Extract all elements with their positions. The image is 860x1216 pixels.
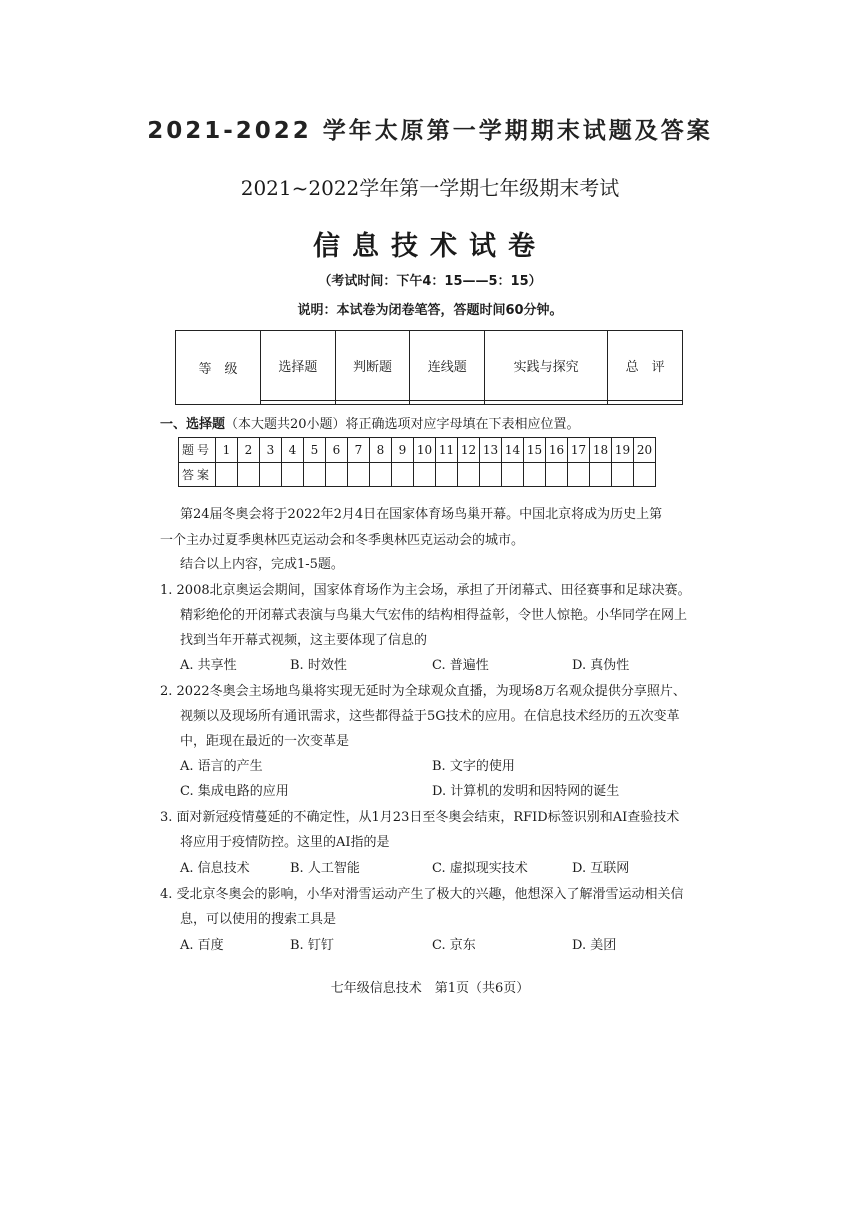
answer-grid-number-cell: 3 bbox=[260, 438, 282, 463]
answer-grid-number-cell: 1 bbox=[216, 438, 238, 463]
answer-grid-number-cell: 18 bbox=[590, 438, 612, 463]
answer-grid-number-cell: 17 bbox=[568, 438, 590, 463]
score-cell-match[interactable] bbox=[410, 401, 485, 405]
score-row-label: 等 级 bbox=[176, 331, 261, 405]
answer-grid-number-cell: 8 bbox=[370, 438, 392, 463]
score-cell-total[interactable] bbox=[608, 401, 683, 405]
q2-option-a: A. 语言的产生 bbox=[180, 759, 263, 774]
score-cell-choice[interactable] bbox=[261, 401, 336, 405]
q4-option-c: C. 京东 bbox=[432, 938, 476, 953]
q1-option-a: A. 共享性 bbox=[180, 658, 237, 673]
answer-grid-answer-cell[interactable] bbox=[590, 462, 612, 487]
answer-grid-answer-cell[interactable] bbox=[480, 462, 502, 487]
answer-grid-number-cell: 6 bbox=[326, 438, 348, 463]
answer-grid-answer-cell[interactable] bbox=[436, 462, 458, 487]
section1-heading bbox=[160, 413, 580, 432]
answer-grid-answer-cell[interactable] bbox=[414, 462, 436, 487]
answer-grid-answer-cell[interactable] bbox=[304, 462, 326, 487]
q2-option-b: B. 文字的使用 bbox=[432, 759, 515, 774]
answer-grid-number-cell: 7 bbox=[348, 438, 370, 463]
exam-title: 2021~2022学年第一学期七年级期末考试 bbox=[240, 176, 620, 200]
answer-grid-number-row bbox=[179, 438, 656, 463]
q3-option-a: A. 信息技术 bbox=[180, 861, 250, 876]
answer-grid-number-cell: 16 bbox=[546, 438, 568, 463]
answer-grid-answer-cell[interactable] bbox=[238, 462, 260, 487]
answer-grid-number-cell: 15 bbox=[524, 438, 546, 463]
answer-grid-answer-cell[interactable] bbox=[260, 462, 282, 487]
answer-grid-answer-cell[interactable] bbox=[216, 462, 238, 487]
intro-line-2: 一个主办过夏季奥林匹克运动会和冬季奥林匹克运动会的城市。 bbox=[160, 533, 525, 548]
answer-grid-number-cell: 11 bbox=[436, 438, 458, 463]
q1-option-b: B. 时效性 bbox=[290, 658, 347, 673]
answer-grid-number-cell: 14 bbox=[502, 438, 524, 463]
score-cell-judge[interactable] bbox=[335, 401, 410, 405]
q1-option-d: D. 真伪性 bbox=[572, 658, 630, 673]
score-col-total: 总 评 bbox=[608, 331, 683, 401]
section1-heading-label: 一、选择题 bbox=[160, 417, 226, 432]
answer-grid-number-cell: 10 bbox=[414, 438, 436, 463]
answer-grid-answer-cell[interactable] bbox=[348, 462, 370, 487]
q4-option-a: A. 百度 bbox=[180, 938, 224, 953]
answer-grid-answer-cell[interactable] bbox=[524, 462, 546, 487]
answer-grid-number-cell: 5 bbox=[304, 438, 326, 463]
answer-grid-number-cell: 9 bbox=[392, 438, 414, 463]
exam-time: （考试时间：下午4：15——5：15） bbox=[318, 274, 542, 289]
score-col-practice: 实践与探究 bbox=[485, 331, 608, 401]
q3-option-c: C. 虚拟现实技术 bbox=[432, 861, 528, 876]
q4-option-b: B. 钉钉 bbox=[290, 938, 334, 953]
page-footer: 七年级信息技术 第1页（共6页） bbox=[330, 981, 530, 996]
answer-grid-number-cell: 2 bbox=[238, 438, 260, 463]
answer-grid-answer-cell[interactable] bbox=[370, 462, 392, 487]
answer-grid bbox=[178, 437, 656, 487]
answer-grid-number-cell: 20 bbox=[634, 438, 656, 463]
answer-grid-number-label: 题号 bbox=[179, 438, 216, 463]
q1-line-3: 找到当年开幕式视频，这主要体现了信息的 bbox=[180, 633, 428, 648]
q2-option-d: D. 计算机的发明和因特网的诞生 bbox=[432, 784, 620, 799]
document-title: 2021-2022 学年太原第一学期期末试题及答案 bbox=[147, 118, 713, 144]
q4-line-1: 4. 受北京冬奥会的影响，小华对滑雪运动产生了极大的兴趣，他想深入了解滑雪运动相关信 bbox=[160, 887, 684, 902]
answer-grid-answer-cell[interactable] bbox=[326, 462, 348, 487]
answer-grid-answer-cell[interactable] bbox=[546, 462, 568, 487]
intro-line-3: 结合以上内容，完成1-5题。 bbox=[180, 557, 344, 572]
answer-grid-answer-cell[interactable] bbox=[502, 462, 524, 487]
q3-line-2: 将应用于疫情防控。这里的AI指的是 bbox=[180, 835, 390, 850]
q2-line-2: 视频以及现场所有通讯需求，这些都得益于5G技术的应用。在信息技术经历的五次变革 bbox=[180, 709, 680, 724]
answer-grid-number-cell: 13 bbox=[480, 438, 502, 463]
section1-heading-text: （本大题共20小题）将正确选项对应字母填在下表相应位置。 bbox=[225, 417, 580, 432]
score-cell-practice[interactable] bbox=[485, 401, 608, 405]
answer-grid-answer-cell[interactable] bbox=[634, 462, 656, 487]
score-col-match: 连线题 bbox=[410, 331, 485, 401]
exam-note: 说明：本试卷为闭卷笔答，答题时间60分钟。 bbox=[297, 303, 563, 318]
q1-option-c: C. 普遍性 bbox=[432, 658, 489, 673]
score-col-choice: 选择题 bbox=[261, 331, 336, 401]
q1-line-2: 精彩绝伦的开闭幕式表演与鸟巢大气宏伟的结构相得益彰，令世人惊艳。小华同学在网上 bbox=[180, 608, 688, 623]
q3-option-b: B. 人工智能 bbox=[290, 861, 360, 876]
answer-grid-answer-cell[interactable] bbox=[282, 462, 304, 487]
score-table bbox=[175, 330, 683, 405]
answer-grid-answer-label: 答案 bbox=[179, 462, 216, 487]
subject-title: 信息技术试卷 bbox=[313, 231, 547, 262]
q4-line-2: 息，可以使用的搜索工具是 bbox=[180, 912, 337, 927]
q3-option-d: D. 互联网 bbox=[572, 861, 630, 876]
q3-line-1: 3. 面对新冠疫情蔓延的不确定性，从1月23日至冬奥会结束，RFID标签识别和AI查验技术 bbox=[160, 810, 680, 825]
answer-grid-answer-cell[interactable] bbox=[568, 462, 590, 487]
q2-line-1: 2. 2022冬奥会主场地鸟巢将实现无延时为全球观众直播，为现场8万名观众提供分享照片、 bbox=[160, 684, 686, 699]
q4-option-d: D. 美团 bbox=[572, 938, 617, 953]
answer-grid-answer-cell[interactable] bbox=[458, 462, 480, 487]
answer-grid-number-cell: 4 bbox=[282, 438, 304, 463]
answer-grid-number-cell: 12 bbox=[458, 438, 480, 463]
q2-line-3: 中，距现在最近的一次变革是 bbox=[180, 734, 350, 749]
intro-line-1: 第24届冬奥会将于2022年2月4日在国家体育场鸟巢开幕。中国北京将成为历史上第 bbox=[180, 507, 663, 522]
q2-option-c: C. 集成电路的应用 bbox=[180, 784, 289, 799]
answer-grid-number-cell: 19 bbox=[612, 438, 634, 463]
answer-grid-answer-cell[interactable] bbox=[612, 462, 634, 487]
answer-grid-answer-row bbox=[179, 462, 656, 487]
answer-grid-answer-cell[interactable] bbox=[392, 462, 414, 487]
q1-line-1: 1. 2008北京奥运会期间，国家体育场作为主会场，承担了开闭幕式、田径赛事和足球决赛。 bbox=[160, 583, 691, 598]
score-col-judge: 判断题 bbox=[335, 331, 410, 401]
